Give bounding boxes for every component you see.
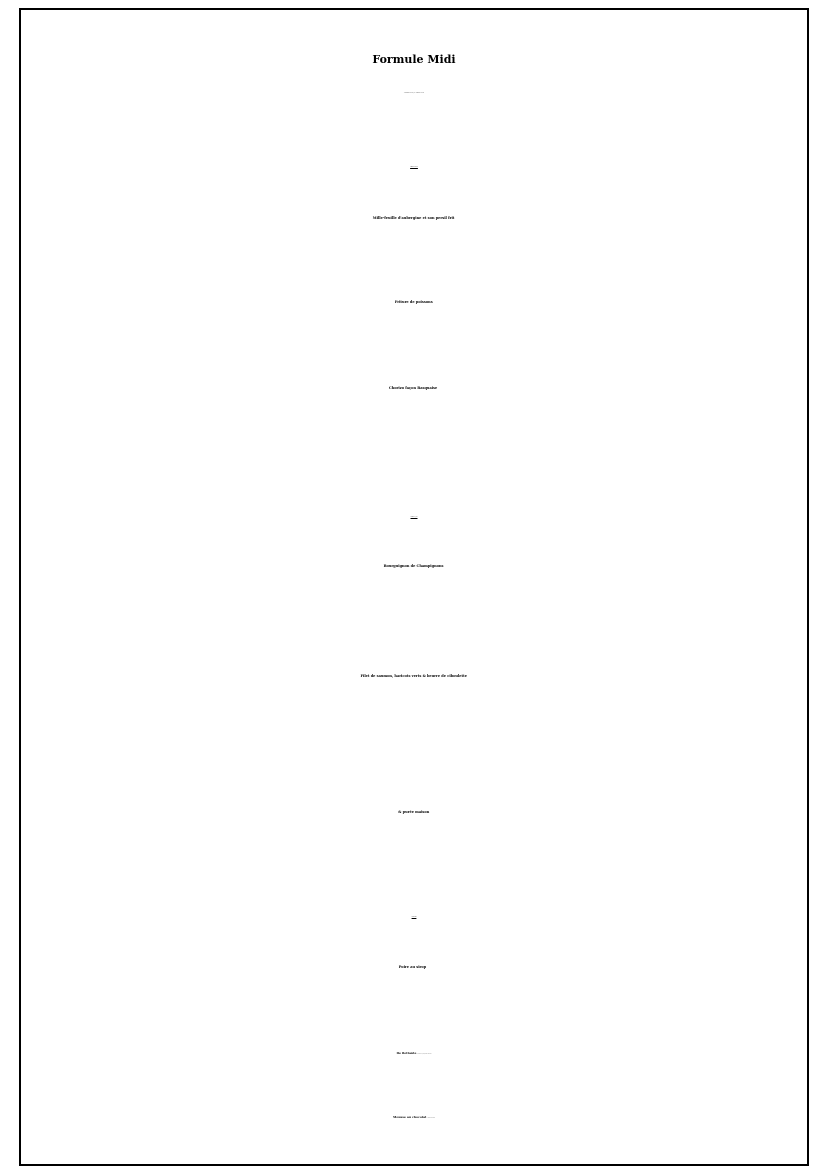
dish-title	[19, 771, 809, 797]
dish-name: Mille-feuille d'aubergine et son persil frit	[372, 216, 455, 220]
dish-name: Filet de saumon, haricots verts & beurre de ciboulette	[360, 674, 467, 678]
dish-name: Mousse au chocolat	[393, 1115, 427, 1119]
separator	[19, 351, 809, 369]
dish-description	[19, 714, 809, 736]
section-heading-plats: Plats £17,95	[410, 517, 418, 518]
dish-title	[19, 205, 809, 232]
dish-description	[19, 318, 809, 340]
dish-description	[19, 582, 809, 604]
separator	[19, 1017, 809, 1035]
dish-title	[19, 799, 809, 826]
dish-description	[19, 690, 809, 712]
dish-title	[19, 954, 809, 981]
dish-description	[19, 233, 809, 255]
dish-name: Bourguignon de Champignons	[383, 564, 444, 568]
dish-title	[19, 553, 809, 580]
dish-description	[19, 982, 809, 1004]
dish-title	[19, 663, 809, 690]
dish-description	[19, 826, 809, 848]
separator	[19, 641, 809, 659]
separator	[19, 1081, 809, 1099]
section-heading-desserts: Desserts	[411, 917, 417, 918]
page-title: Formule Midi	[372, 53, 456, 66]
dish-name: Friture de poissons	[394, 300, 433, 304]
dish-name: Ile flottante	[396, 1051, 417, 1055]
separator	[19, 266, 809, 284]
page-subtitle: 2 courses £22.95 / 3 Courses £27.95	[403, 93, 425, 94]
dish-description	[19, 404, 809, 426]
dish-name: Poire au sirop	[398, 965, 427, 969]
dish-description	[19, 604, 809, 626]
separator	[19, 750, 809, 768]
section-heading-entrees: Entrées £8.95	[410, 167, 418, 168]
dish-title	[19, 289, 809, 316]
dish-name: & purée maison	[398, 810, 430, 814]
dish-title	[19, 1104, 809, 1131]
dish-name: Chorizo façon Basquaise	[388, 386, 438, 390]
dish-title	[19, 375, 809, 402]
dish-title	[19, 1040, 809, 1067]
dish-description	[19, 426, 809, 448]
